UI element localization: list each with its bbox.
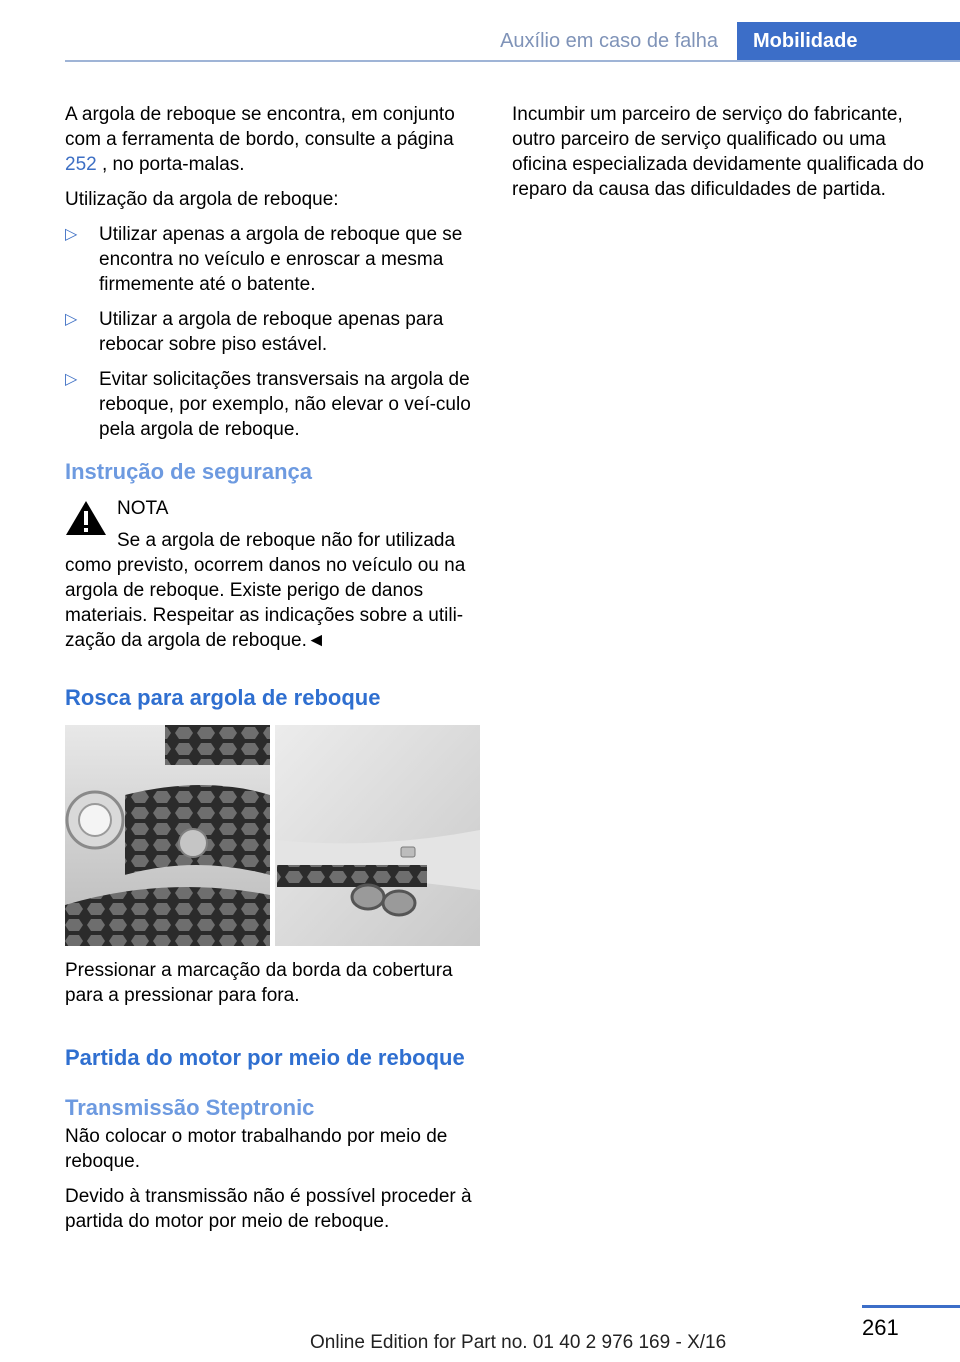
partida-heading: Partida do motor por meio de reboque [65,1045,465,1070]
list-item [65,367,480,442]
header-rule [65,60,960,62]
nao-paragraph: Não colocar o motor trabalhando por meio de reboque. [65,1126,448,1172]
nota-label: NOTA [117,498,169,519]
header-section-title: Auxílio em caso de falha [500,30,718,52]
page-number: 261 [862,1315,899,1340]
intro-text-a: A argola de reboque se encontra, em conjunto com a ferramenta de bordo, consulte a página [65,104,455,150]
footer-rule [862,1305,960,1308]
nota-body [65,553,480,653]
partida-section [65,1044,485,1244]
right-column [512,102,932,212]
nota-header [117,496,480,553]
right-paragraph: Incumbir um parceiro de serviço do fabricante, outro parceiro de serviço qualificado ou uma oficina especializada devidamente qualificada do reparo da causa das dificuldades de partida. [512,104,924,200]
triangle-bullet-icon: ▷ [65,371,78,388]
list-item [65,222,480,297]
devido-paragraph: Devido à transmissão não é possível proceder à partida do motor por meio de reboque. [65,1186,472,1232]
list-item [65,307,480,357]
intro-paragraph [65,102,480,177]
rosca-section [65,684,480,712]
triangle-bullet-icon: ▷ [65,311,78,328]
left-column-top [65,102,480,452]
warning-triangle-icon [65,500,107,536]
nota-first-line: Se a argola de reboque não for utilizada [117,530,456,551]
safety-heading: Instrução de segurança [65,459,312,484]
towing-eye-cover-photo [65,725,480,946]
page-link[interactable]: 252 [65,154,97,175]
safety-section [65,458,480,486]
list-item-text: Utilizar apenas a argola de reboque que se encontra no veículo e enroscar a mesma firmemente até o batente. [99,224,463,295]
figure-caption-block [65,958,480,1018]
intro-text-b: , no porta-malas. [101,154,245,175]
list-item-text: Utilizar a argola de reboque apenas para rebocar sobre piso estável. [99,309,444,355]
steptronic-heading: Transmissão Steptronic [65,1095,315,1120]
footer-edition: Online Edition for Part no. 01 40 2 976 169 - X/16 [310,1332,727,1353]
rosca-heading: Rosca para argola de reboque [65,685,381,710]
usage-intro: Utilização da argola de reboque: [65,189,339,210]
header-tab: Mobilidade [737,22,960,62]
list-item-text: Evitar solicitações transversais na argola de reboque, por exemplo, não elevar o veí‐culo pela argola de reboque. [99,369,471,440]
triangle-bullet-icon: ▷ [65,226,78,243]
figure-caption: Pressionar a marcação da borda da cobertura para a pressionar para fora. [65,960,453,1006]
nota-text: como previsto, ocorrem danos no veículo ou na argola de reboque. Existe perigo de danos materiais. Respeitar as indicações sobre a utili‐zação da argola de reboque.◄ [65,555,466,651]
